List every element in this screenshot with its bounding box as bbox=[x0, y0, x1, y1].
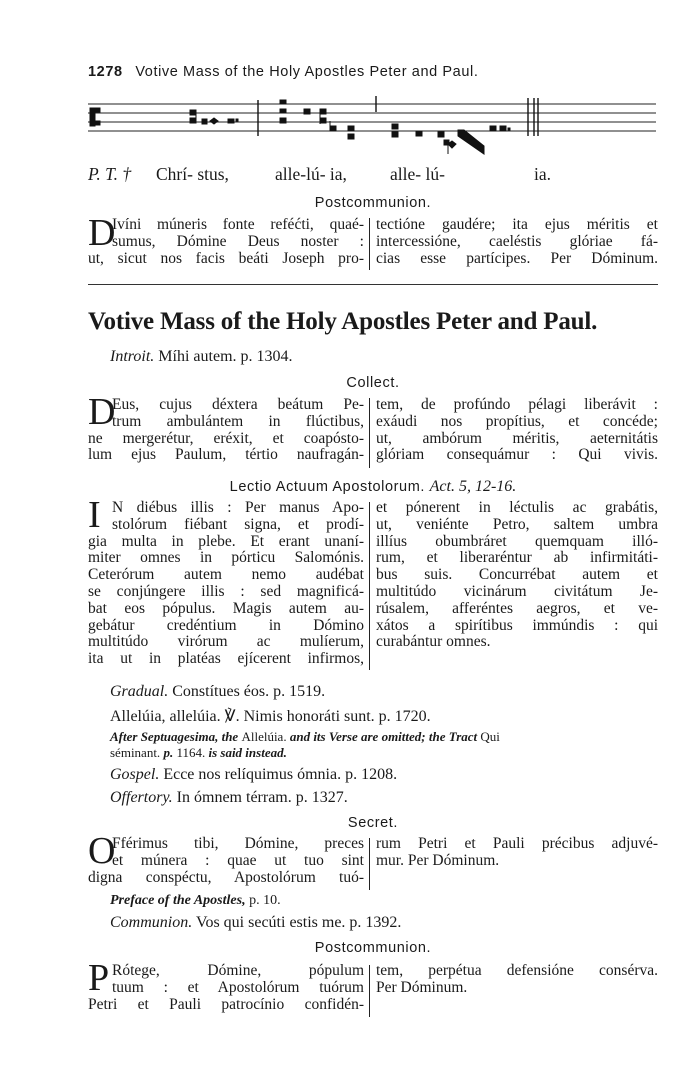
text-line: tem, perpétua defensióne consérva. bbox=[376, 962, 658, 979]
divider bbox=[88, 284, 658, 285]
text-line: et múnera : quae ut tuo sint bbox=[112, 851, 364, 869]
text-line: ut, sicut nos facis beáti Joseph pro- bbox=[88, 249, 364, 267]
text-line: rum, et liberaréntur ab infirmitáti- bbox=[376, 549, 658, 567]
text-line: bus suis. Concurrébat autem et bbox=[376, 566, 658, 584]
text-line: Ivíni múneris fonte reféćti, quaé- bbox=[112, 216, 364, 233]
text-line: et pónerent in léctulis ac grabátis, bbox=[376, 499, 658, 516]
text-line: ut, ambórum méritis, aeternitátis bbox=[376, 429, 658, 447]
text-line: Rótege, Dómine, pópulum bbox=[112, 962, 364, 979]
text-line: curabántur omnes. bbox=[376, 633, 491, 651]
text-line: exáudi nos propítius, et concéde; bbox=[376, 412, 658, 430]
prayer-left-column bbox=[88, 212, 364, 267]
lesson-right-column bbox=[376, 500, 658, 651]
text-line: stolórum fiébant signa, et prodí- bbox=[112, 515, 364, 533]
column-divider bbox=[369, 502, 370, 670]
text-line: Eus, cujus déxtera beátum Pe- bbox=[112, 396, 364, 413]
column-divider bbox=[369, 838, 370, 890]
text-line: illíus obumbráret quemquam illó- bbox=[376, 532, 658, 550]
running-title: Votive Mass of the Holy Apostles Peter and Paul. bbox=[135, 64, 479, 80]
page-number: 1278 bbox=[88, 64, 123, 80]
prayer-left-column bbox=[88, 830, 364, 886]
prayer-right-column bbox=[376, 836, 658, 870]
text-line: multitúdo virórum ac mulíerum, bbox=[88, 633, 364, 651]
text-line: cias esse partícipes. Per Dóminum. bbox=[376, 249, 658, 267]
text-line: N diébus illis : Per manus Apo- bbox=[112, 499, 364, 516]
text-line: tectióne gaudére; ita ejus méritis et bbox=[376, 216, 658, 233]
septuagesima-note-line-1: After Septuagesima, the Allelúia. and its Verse are omitted; the Tract Qui bbox=[110, 729, 500, 744]
section-heading: Collect. bbox=[346, 375, 400, 391]
drop-cap: D bbox=[88, 212, 116, 254]
running-header bbox=[88, 64, 478, 80]
drop-cap: I bbox=[88, 494, 101, 536]
section-heading: Secret. bbox=[347, 815, 399, 831]
chant-syllable: alle-lú- ia, bbox=[275, 164, 347, 184]
drop-cap: P bbox=[88, 957, 110, 999]
drop-cap: O bbox=[88, 830, 116, 872]
text-line: tem, de profúndo pélagi liberávit : bbox=[376, 396, 658, 413]
prayer-left-column bbox=[88, 957, 364, 1013]
chant-syllable: ia. bbox=[534, 164, 552, 184]
column-divider bbox=[369, 398, 370, 468]
introit-line: Introit. Míhi autem. p. 1304. bbox=[110, 348, 293, 365]
text-line: rúsalem, afferéntes aegros, et ve- bbox=[376, 599, 658, 617]
text-line: gebátur credéntium in Dómino bbox=[88, 616, 364, 634]
text-line: xátos a spirítibus immúndis : qui bbox=[376, 616, 658, 634]
text-line: Ceterórum autem nemo audébat bbox=[88, 566, 364, 584]
text-line: mur. Per Dóminum. bbox=[376, 851, 500, 869]
prayer-right-column bbox=[376, 217, 658, 267]
text-line: multitúdo vicinárum civitátum Je- bbox=[376, 582, 658, 600]
text-line: ut, veniénte Petro, saltem umbra bbox=[376, 515, 658, 533]
text-line: trum ambulántem in flúctibus, bbox=[112, 412, 364, 430]
lesson-heading: Lectio Actuum Apostolorum. Act. 5, 12-16. bbox=[229, 478, 517, 495]
text-line: Petri et Pauli patrocínio confidén- bbox=[88, 995, 364, 1013]
drop-cap: D bbox=[88, 391, 116, 433]
text-line: bat eos pópulus. Magis autem au- bbox=[88, 599, 364, 617]
text-line: ita ut in platéas ejícerent infirmos, bbox=[88, 650, 364, 668]
text-line: sumus, Dómine Deus noster : bbox=[112, 232, 364, 250]
mass-title: Votive Mass of the Holy Apostles Peter and Paul. bbox=[88, 308, 598, 335]
prayer-right-column bbox=[376, 397, 658, 464]
chant-marker: P. T. † bbox=[88, 164, 132, 184]
alleluia-line: Allelúia, allelúia. ℣. Nimis honoráti sunt. p. 1720. bbox=[110, 708, 431, 725]
text-line: intercessióne, caeléstis glóriae fá- bbox=[376, 232, 658, 250]
text-line: digna conspéctu, Apostolórum tuó- bbox=[88, 868, 364, 886]
offertory-line: Offertory. In ómnem térram. p. 1327. bbox=[110, 789, 348, 806]
section-heading: Postcommunion. bbox=[314, 940, 432, 956]
text-line: glóriam consequámur : Qui vivis. bbox=[376, 446, 658, 464]
gradual-line: Gradual. Constítues éos. p. 1519. bbox=[110, 683, 326, 700]
text-line: ne mergerétur, eréxit, et coapósto- bbox=[88, 429, 364, 447]
preface-line: Preface of the Apostles, p. 10. bbox=[110, 893, 281, 908]
gospel-line: Gospel. Ecce nos relíquimus ómnia. p. 1208. bbox=[110, 766, 398, 783]
column-divider bbox=[369, 218, 370, 270]
communion-line: Communion. Vos qui secúti estis me. p. 1392. bbox=[110, 914, 402, 931]
text-line: se conjúngere illis : sed magnificá- bbox=[88, 582, 364, 600]
lesson-left-column bbox=[88, 494, 364, 668]
text-line: Per Dóminum. bbox=[376, 978, 468, 996]
text-line: rum Petri et Pauli précibus adjuvé- bbox=[376, 835, 658, 852]
chant-syllable: alle- lú- bbox=[390, 164, 445, 184]
chant-staff bbox=[86, 96, 658, 158]
chant-syllable: Chrí- stus, bbox=[156, 164, 229, 184]
text-line: Fférimus tibi, Dómine, preces bbox=[112, 835, 364, 852]
text-line: tuum : et Apostolórum tuórum bbox=[112, 978, 364, 996]
column-divider bbox=[369, 965, 370, 1017]
text-line: miter omnes in pórticu Salomónis. bbox=[88, 549, 364, 567]
text-line: gia multa in plebe. Et erant unaní- bbox=[88, 532, 364, 550]
section-heading: Postcommunion. bbox=[314, 195, 432, 211]
septuagesima-note-line-2: séminant. p. 1164. is said instead. bbox=[110, 745, 287, 760]
prayer-left-column bbox=[88, 391, 364, 464]
prayer-right-column bbox=[376, 963, 658, 997]
text-line: lum ejus Paulum, tértio naufragán- bbox=[88, 446, 364, 464]
